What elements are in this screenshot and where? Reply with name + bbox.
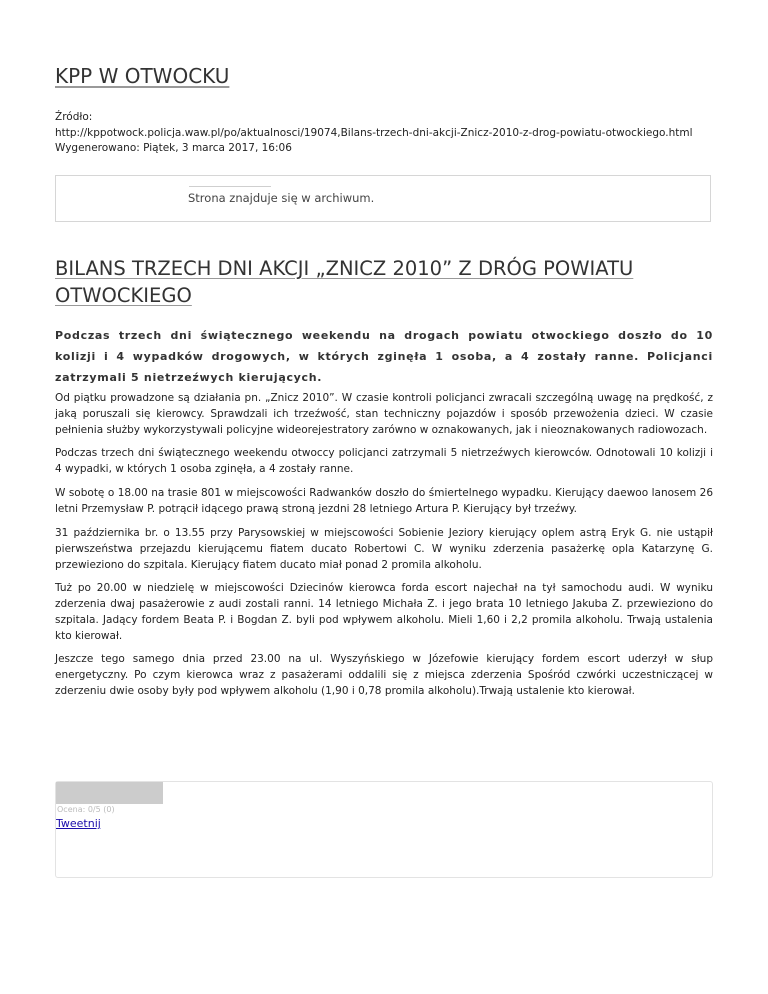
article-paragraph: Od piątku prowadzone są działania pn. „Znicz 2010”. W czasie kontroli policjanci zwracali szczególną uwagę na prędkość, z jaką poruszali się kierowcy. Sprawdzali ich trzeźwość, stan techniczny pojazdów i sposób przewożenia dzieci. W czasie pełnienia służby wykorzystywali policyjne wideorejestratory zarówno w oznakowanych, jak i nieoznakowanych radiowozach. <box>55 392 713 436</box>
article-title: BILANS TRZECH DNI AKCJI „ZNICZ 2010” Z DRÓG POWIATU OTWOCKIEGO <box>55 257 634 307</box>
article-paragraph: Podczas trzech dni świątecznego weekendu otwoccy policjanci zatrzymali 5 nietrzeźwych kierowców. Odnotowali 10 kolizji i 4 wypadki, w których 1 osoba zginęła, a 4 zostały ranne. <box>55 447 713 475</box>
rating-text: Ocena: 0/5 (0) <box>57 805 115 814</box>
article-paragraph: Jeszcze tego samego dnia przed 23.00 na ul. Wyszyńskiego w Józefowie kierujący fordem escort uderzył w słup energetyczny. Po czym kierowca wraz z pasażerami oddalili się z miejsca zderzenia Spośród czwórki uczestniczącej w zderzeniu dwie osoby były pod wpływem alkoholu (1,90 i 0,78 promila alkoholu).Trwają ustalenie kto kierował. <box>55 653 713 697</box>
article-paragraph: W sobotę o 18.00 na trasie 801 w miejscowości Radwanków doszło do śmiertelnego wypadku. Kierujący daewoo lanosem 26 letni Przemysław P. potrącił idącego prawą stroną jezdni 28 letniego Artura P. Kierujący był trzeźwy. <box>55 487 713 515</box>
rating-stars-bar[interactable] <box>56 782 163 804</box>
source-url: http://kppotwock.policja.waw.pl/po/aktualnosci/19074,Bilans-trzech-dni-akcji-Znicz-2010-z-drog-powiatu-otwockiego.html <box>55 126 693 139</box>
generated-date: Wygenerowano: Piątek, 3 marca 2017, 16:06 <box>55 142 292 154</box>
article-paragraph: 31 października br. o 13.55 przy Parysowskiej w miejscowości Sobienie Jeziory kierujący oplem astrą Eryk G. nie ustąpił pierwszeństwa przejazdu kierującemu fiatem ducato Robertowi C. W wyniku zderzenia pasażerkę opla Katarzynę G. przewieziono do szpitala. Kierujący fiatem ducato miał ponad 2 promila alkoholu. <box>55 527 713 571</box>
site-title: KPP W OTWOCKU <box>55 64 230 88</box>
tweet-link[interactable]: Tweetnij <box>56 817 101 830</box>
article-lead: Podczas trzech dni świątecznego weekendu na drogach powiatu otwockiego doszło do 10 kolizji i 4 wypadków drogowych, w których zginęła 1 osoba, a 4 zostały ranne. Policjanci zatrzymali 5 nietrzeźwych kierujących. <box>55 329 713 384</box>
source-info <box>55 110 693 157</box>
archive-notice-text: Strona znajduje się w archiwum. <box>188 191 375 205</box>
article-paragraph: Tuż po 20.00 w niedzielę w miejscowości Dziecinów kierowca forda escort najechał na tył samochodu audi. W wyniku zderzenia dwaj pasażerowie z audi zostali ranni. 14 letniego Michała Z. i jego brata 10 letniego Jakuba Z. przewieziono do szpitala. Jadący fordem Beata P. i Bogdan Z. byli pod wpływem alkoholu. Mieli 1,60 i 2,2 promila alkoholu. Trwają ustalenia kto kierował. <box>55 582 713 642</box>
source-label: Źródło: <box>55 111 93 123</box>
rating-box <box>55 781 713 878</box>
archive-notice-box <box>55 175 711 222</box>
archive-divider <box>189 186 271 187</box>
